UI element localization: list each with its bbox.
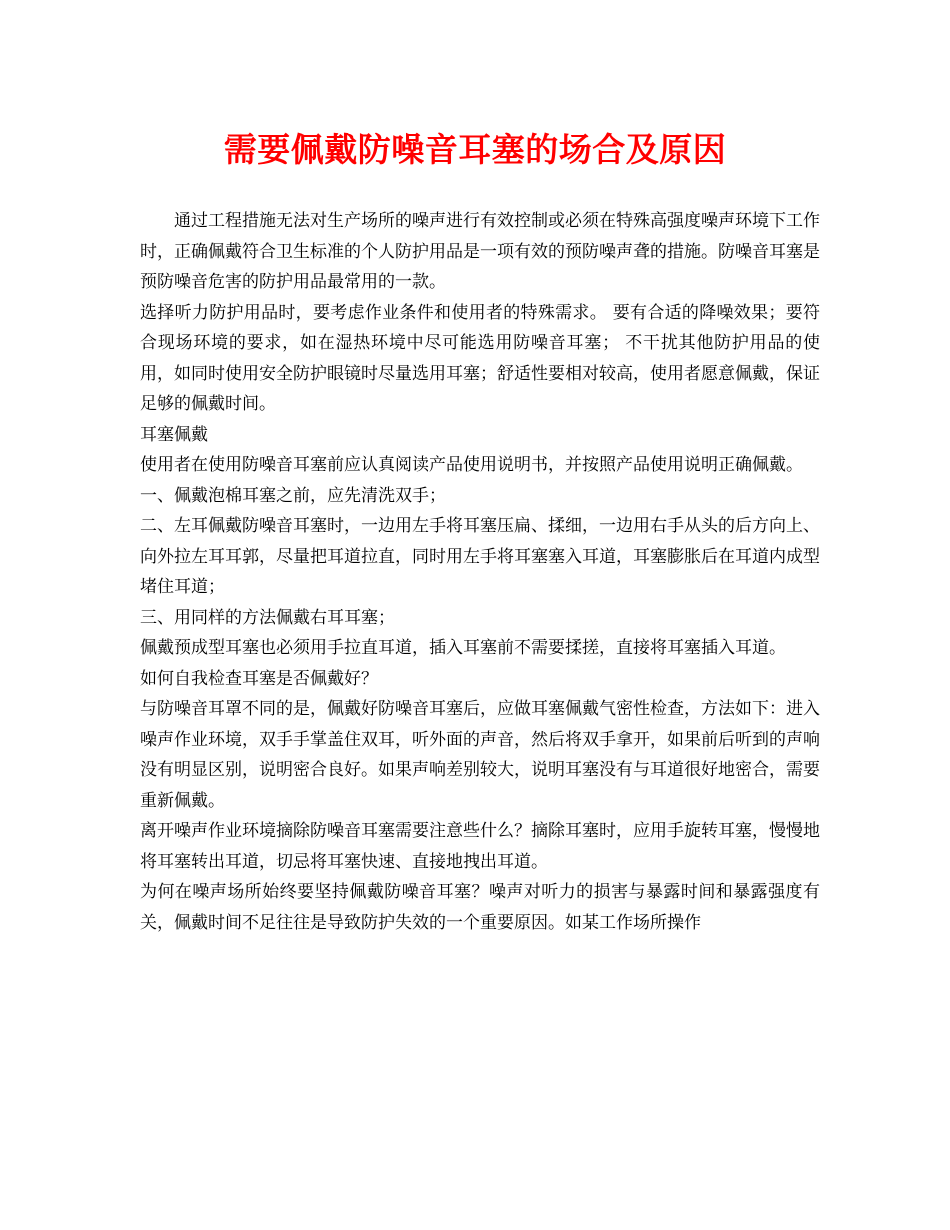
paragraph-selection: 选择听力防护用品时，要考虑作业条件和使用者的特殊需求。 要有合适的降噪效果；要符合现场环境的要求，如在湿热环境中尽可能选用防噪音耳塞； 不干扰其他防护用品的使用，如同时使用安全防护眼镜时尽量选用耳塞；舒适性要相对较高，使用者愿意佩戴，保证足够的佩戴时间。 <box>140 302 820 414</box>
paragraph-preformed-earplug: 佩戴预成型耳塞也必须用手拉直耳道，插入耳塞前不需要揉搓，直接将耳塞插入耳道。 <box>140 638 786 658</box>
paragraph-removal: 离开噪声作业环境摘除防噪音耳塞需要注意些什么？摘除耳塞时，应用手旋转耳塞，慢慢地将耳塞转出耳道，切忌将耳塞快速、直接地拽出耳道。 <box>140 821 820 872</box>
section-heading-self-check: 如何自我检查耳塞是否佩戴好？ <box>140 668 378 689</box>
paragraph-seal-check: 与防噪音耳罩不同的是，佩戴好防噪音耳塞后，应做耳塞佩戴气密性检查，方法如下：进入噪声作业环境，双手手掌盖住双耳，听外面的声音，然后将双手拿开，如果前后听到的声响没有明显区别，说明密合良好。如果声响差别较大，说明耳塞没有与耳道很好地密合，需要重新佩戴。 <box>140 699 820 811</box>
document-body <box>140 206 820 938</box>
paragraph-continuous-wearing: 为何在噪声场所始终要坚持佩戴防噪音耳塞？噪声对听力的损害与暴露时间和暴露强度有关，佩戴时间不足往往是导致防护失效的一个重要原因。如某工作场所操作 <box>140 882 820 933</box>
step-two: 二、左耳佩戴防噪音耳塞时，一边用左手将耳塞压扁、揉细，一边用右手从头的后方向上、向外拉左耳耳郭，尽量把耳道拉直，同时用左手将耳塞塞入耳道，耳塞膨胀后在耳道内成型堵住耳道； <box>140 516 820 597</box>
step-three: 三、用同样的方法佩戴右耳耳塞； <box>140 607 395 628</box>
step-one: 一、佩戴泡棉耳塞之前，应先清洗双手； <box>140 485 446 506</box>
document-title: 需要佩戴防噪音耳塞的场合及原因 <box>223 130 727 169</box>
section-heading-earplug-wearing: 耳塞佩戴 <box>140 424 208 445</box>
paragraph-read-instructions: 使用者在使用防噪音耳塞前应认真阅读产品使用说明书，并按照产品使用说明正确佩戴。 <box>140 455 803 475</box>
paragraph-intro: 通过工程措施无法对生产场所的噪声进行有效控制或必须在特殊高强度噪声环境下工作时，正确佩戴符合卫生标准的个人防护用品是一项有效的预防噪声聋的措施。防噪音耳塞是预防噪音危害的防护用品最常用的一款。 <box>140 211 820 292</box>
